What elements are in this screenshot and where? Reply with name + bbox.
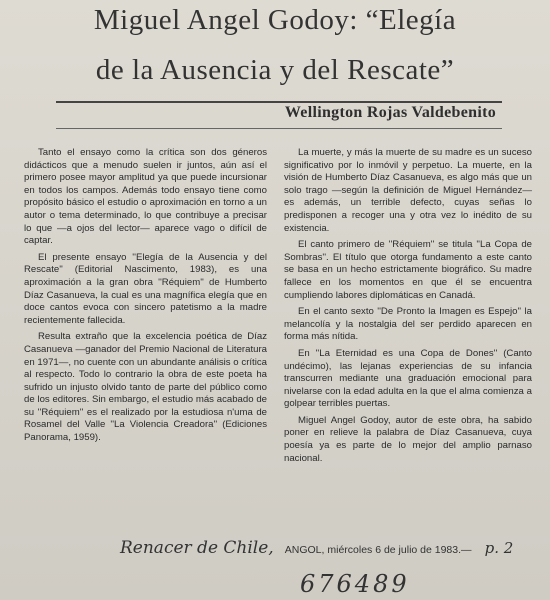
author-byline: Wellington Rojas Valdebenito xyxy=(284,104,496,121)
paragraph: El presente ensayo ''Elegía de la Ausencia y del Rescate'' (Editorial Nascimento, 1983), es una aproximación a la gran obra ''Réquiem'' de Humberto Díaz Casanueva, la cual es una magnífica elegía que en doce cantos evoca con sincero patetismo a la madre recientemente fallecida. xyxy=(24,251,267,326)
handwritten-page-number: p. 2 xyxy=(484,539,514,557)
left-column xyxy=(24,147,267,449)
byline-rule-top xyxy=(56,101,502,103)
dateline: ANGOL, miércoles 6 de julio de 1983.— xyxy=(284,544,472,556)
paragraph: En ''La Eternidad es una Copa de Dones'' (Canto undécimo), las lejanas experiencias de su infancia transcurren mediante una graduación emocional para nivelarse con la edad adulta en la que el alma comienza a golpear terribles puertas. xyxy=(284,347,532,410)
paragraph: En el canto sexto ''De Pronto la Imagen es Espejo'' la melancolía y la nostalgia del ser perdido aparecen en forma más nítida. xyxy=(284,306,532,343)
article-title-line-2: de la Ausencia y del Rescate” xyxy=(95,54,455,86)
paragraph: Resulta extraño que la excelencia poética de Díaz Casanueva —ganador del Premio Nacional de Literatura en 1971—, no cuente con un abundante análisis o crítica al respecto. Todo lo contrario la obra de este poeta ha sufrido un injusto olvido tanto de parte del público como de los editores. Sin embargo, el estudio más acabado de su ''Réquiem'' es el realizado por la estudiosa n'uma de Rosamel del Valle ''La Violencia Creadora'' (Ediciones Panorama, 1959). xyxy=(24,331,267,444)
byline-rule-bottom xyxy=(56,128,502,129)
paragraph: El canto primero de ''Réquiem'' se titula ''La Copa de Sombras''. El título que otorga fundamento a este canto se basa en un hecho estrictamente biográfico. Su madre fallece en los momentos en que él se encuentra cumpliendo labores diplomáticas en Canadá. xyxy=(284,239,532,301)
paragraph: Miguel Angel Godoy, autor de este obra, ha sabido poner en relieve la palabra de Díaz Casanueva, cuya poesía ya es parte de lo mejor del amplio parnaso nacional. xyxy=(284,414,532,464)
article-title-line-1: Miguel Angel Godoy: “Elegía xyxy=(93,4,457,36)
byline-block xyxy=(56,98,502,132)
paragraph: Tanto el ensayo como la crítica son dos géneros didácticos que a menudo suelen ir juntos, aún así el primero posee mayor amplitud ya que puede incursionar en todos los campos. Además todo ensayo tiene como propósito básico el estudio o aproximación en torno a un autor o tema determinado, lo que contribuye a precisar lo que —a ojos del lector— aparece vago o difícil de captar. xyxy=(24,147,267,247)
source-footer xyxy=(120,538,540,558)
paragraph: La muerte, y más la muerte de su madre es un suceso significativo por lo inmóvil y perpetuo. La muerte, en la visión de Humberto Díaz Casanueva, es algo más que un solo trago —según la definición de Miguel Hernández— es además, un terrible defecto, cuyas señas lo predisponen a recoger una y otra vez lo inédito de su existencia. xyxy=(284,147,532,234)
handwritten-source: Renacer de Chile, xyxy=(120,538,274,558)
handwritten-accession-number: 676489 xyxy=(300,570,410,598)
right-column xyxy=(284,147,532,469)
